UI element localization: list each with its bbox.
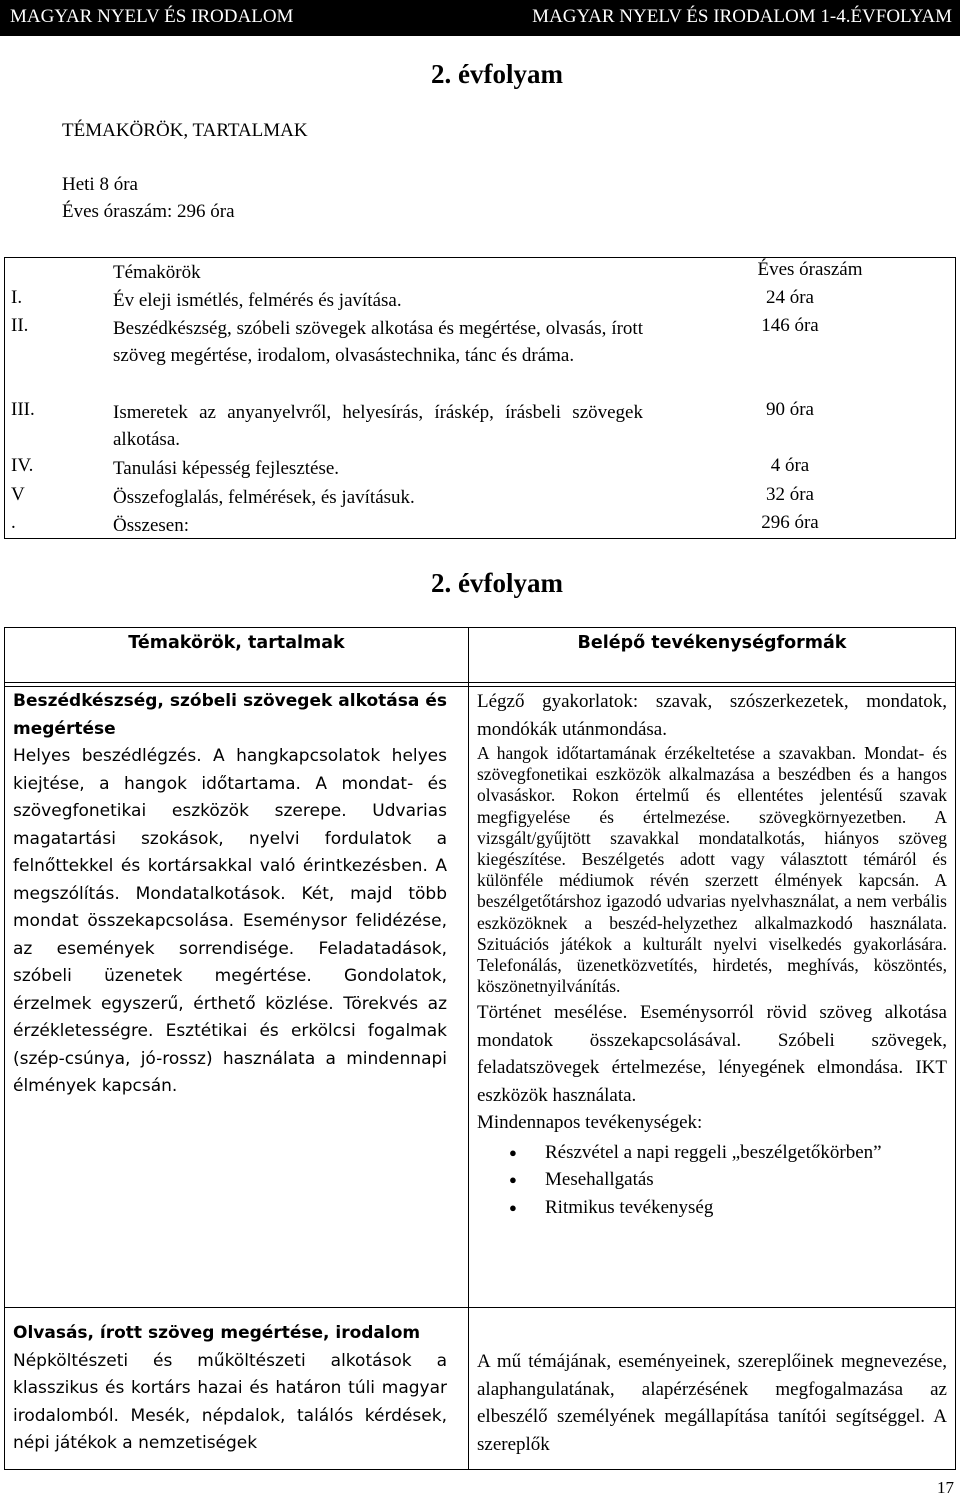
topics-heading: TÉMAKÖRÖK, TARTALMAK xyxy=(62,120,308,141)
section1-right-cell xyxy=(477,688,947,1221)
row-divider xyxy=(5,1307,955,1308)
col-hours-header: Éves óraszám xyxy=(757,259,863,280)
header-right-title: MAGYAR NYELV ÉS IRODALOM 1-4.ÉVFOLYAM xyxy=(532,6,952,27)
row-number: II. xyxy=(11,315,29,336)
section2-content: Népköltészeti és műköltészeti alkotások a klasszikus és kortárs hazai és határon túli magyar irodalomból. Mesék, népdalok, találós kérdések, népi játékok a nemzetiségek xyxy=(13,1350,447,1453)
col-topics-header: Témakörök xyxy=(113,262,201,283)
row-number: I. xyxy=(11,287,23,308)
section1-left-cell xyxy=(13,688,447,1101)
section2-right-cell xyxy=(477,1348,947,1458)
page-number: 17 xyxy=(937,1478,954,1497)
daily-activities-label: Mindennapos tevékenységek: xyxy=(477,1112,703,1134)
row-topic: Összefoglalás, felmérések, és javításuk. xyxy=(113,487,415,508)
content-table xyxy=(4,627,956,1470)
activity-storytelling: Történet mesélése. Eseménysorról rövid szöveg alkotása mondatok összekapcsolásával. Szóbeli szövegek, feladatszövegek értelmezése, lényegének elmondása. IKT eszközök használata. xyxy=(477,1002,947,1106)
running-header xyxy=(0,0,960,36)
row-topic: Beszédkészség, szóbeli szövegek alkotása és megértése, olvasás, írott szöveg megértése, irodalom, olvasástechnika, tánc és dráma. xyxy=(113,318,643,366)
row-hours: 146 óra xyxy=(761,315,819,336)
row-topic: Ismeretek az anyanyelvről, helyesírás, íráskép, írásbeli szövegek alkotása. xyxy=(113,402,643,450)
section2-activities: A mű témájának, eseményeinek, szereplőinek megnevezése, alaphangulatának, alapérzésének megfogalmazása az elbeszélő személyének megállapítása tanítói segítséggel. A szereplők xyxy=(477,1351,947,1455)
grade-title-2: 2. évfolyam xyxy=(431,568,563,598)
row-number: III. xyxy=(11,399,35,420)
col-left-header: Témakörök, tartalmak xyxy=(128,633,345,653)
list-item: ● Mesehallgatás xyxy=(477,1166,947,1194)
row-topic: Összesen: xyxy=(113,515,189,536)
grade-title: 2. évfolyam xyxy=(431,59,563,89)
row-divider xyxy=(5,686,955,687)
weekly-hours: Heti 8 óra xyxy=(62,174,138,195)
row-topic: Tanulási képesség fejlesztése. xyxy=(113,458,340,479)
col-right-header: Belépő tevékenységformák xyxy=(577,633,847,653)
row-hours: 4 óra xyxy=(770,455,810,476)
annual-hours: Éves óraszám: 296 óra xyxy=(62,201,235,222)
activity-phonetics: A hangok időtartamának érzékeltetése a szavakban. Mondat- és szövegfonetikai eszközök alkalmazása a beszédben és a hangos olvasáskor. Rokon értelmű és ellentétes jelentésű szavak megfigyelése és értelmezése. szövegkörnyezetben. A vizsgált/gyűjtött szavakkal mondatalkotás, hiányos szöveg kiegészítése. Beszélgetés adott vagy választott témáról és különféle médiumok révén szerzett élmények kapcsán. A beszélgetőtárshoz igazodó udvarias nyelvhasználat, a nem verbális eszközöknek a beszéd-helyzethez alkalmazkodó használata. Szituációs játékok a kulturált nyelvi viselkedés gyakorlására. Telefonálás, üzenetközvetítés, hirdetés, meghívás, köszöntés, köszönetnyilvánítás. xyxy=(477,743,947,997)
row-number: IV. xyxy=(11,455,34,476)
topics-table xyxy=(4,257,956,539)
row-number: V xyxy=(11,484,25,505)
row-hours: 24 óra xyxy=(765,287,814,308)
header-left-title: MAGYAR NYELV ÉS IRODALOM xyxy=(10,6,294,27)
section1-content: Helyes beszédlégzés. A hangkapcsolatok helyes kiejtése, a hangok időtartama. A mondat- és szövegfonetikai eszközök szerepe. Udvarias magatartási szokások, nyelvi fordulatok a felnőttekkel és kortársakkal való érintkezésben. A megszólítás. Mondatalkotások. Két, majd több mondat összekapcsolása. Eseménysor felidézése, az események sorrendisége. Feladatadások, szóbeli üzenetek megértése. Gondolatok, érzelmek egyszerű, érthető közlése. Törekvés az érzékletességre. Esztétikai és erkölcsi fogalmak (szép-csúnya, jó-rossz) használata a mindennapi élmények kapcsán. xyxy=(13,746,447,1096)
column-divider xyxy=(468,628,469,1469)
section2-left-cell xyxy=(13,1320,447,1458)
row-hours: 32 óra xyxy=(765,484,814,505)
row-hours: 90 óra xyxy=(765,399,814,420)
daily-activities-list xyxy=(477,1139,947,1222)
row-topic: Év eleji ismétlés, felmérés és javítása. xyxy=(113,290,402,311)
section2-heading: Olvasás, írott szöveg megértése, irodalom xyxy=(13,1323,421,1343)
row-number: . xyxy=(11,512,16,533)
row-divider xyxy=(5,682,955,683)
row-hours: 296 óra xyxy=(761,512,819,533)
list-item: ● Ritmikus tevékenység xyxy=(477,1194,947,1222)
section1-heading: Beszédkészség, szóbeli szövegek alkotása és megértése xyxy=(13,691,447,739)
list-item: ● Részvétel a napi reggeli „beszélgetőkörben” xyxy=(477,1139,947,1167)
activity-breathing: Légző gyakorlatok: szavak, szószerkezetek, mondatok, mondókák utánmondása. xyxy=(477,691,947,740)
